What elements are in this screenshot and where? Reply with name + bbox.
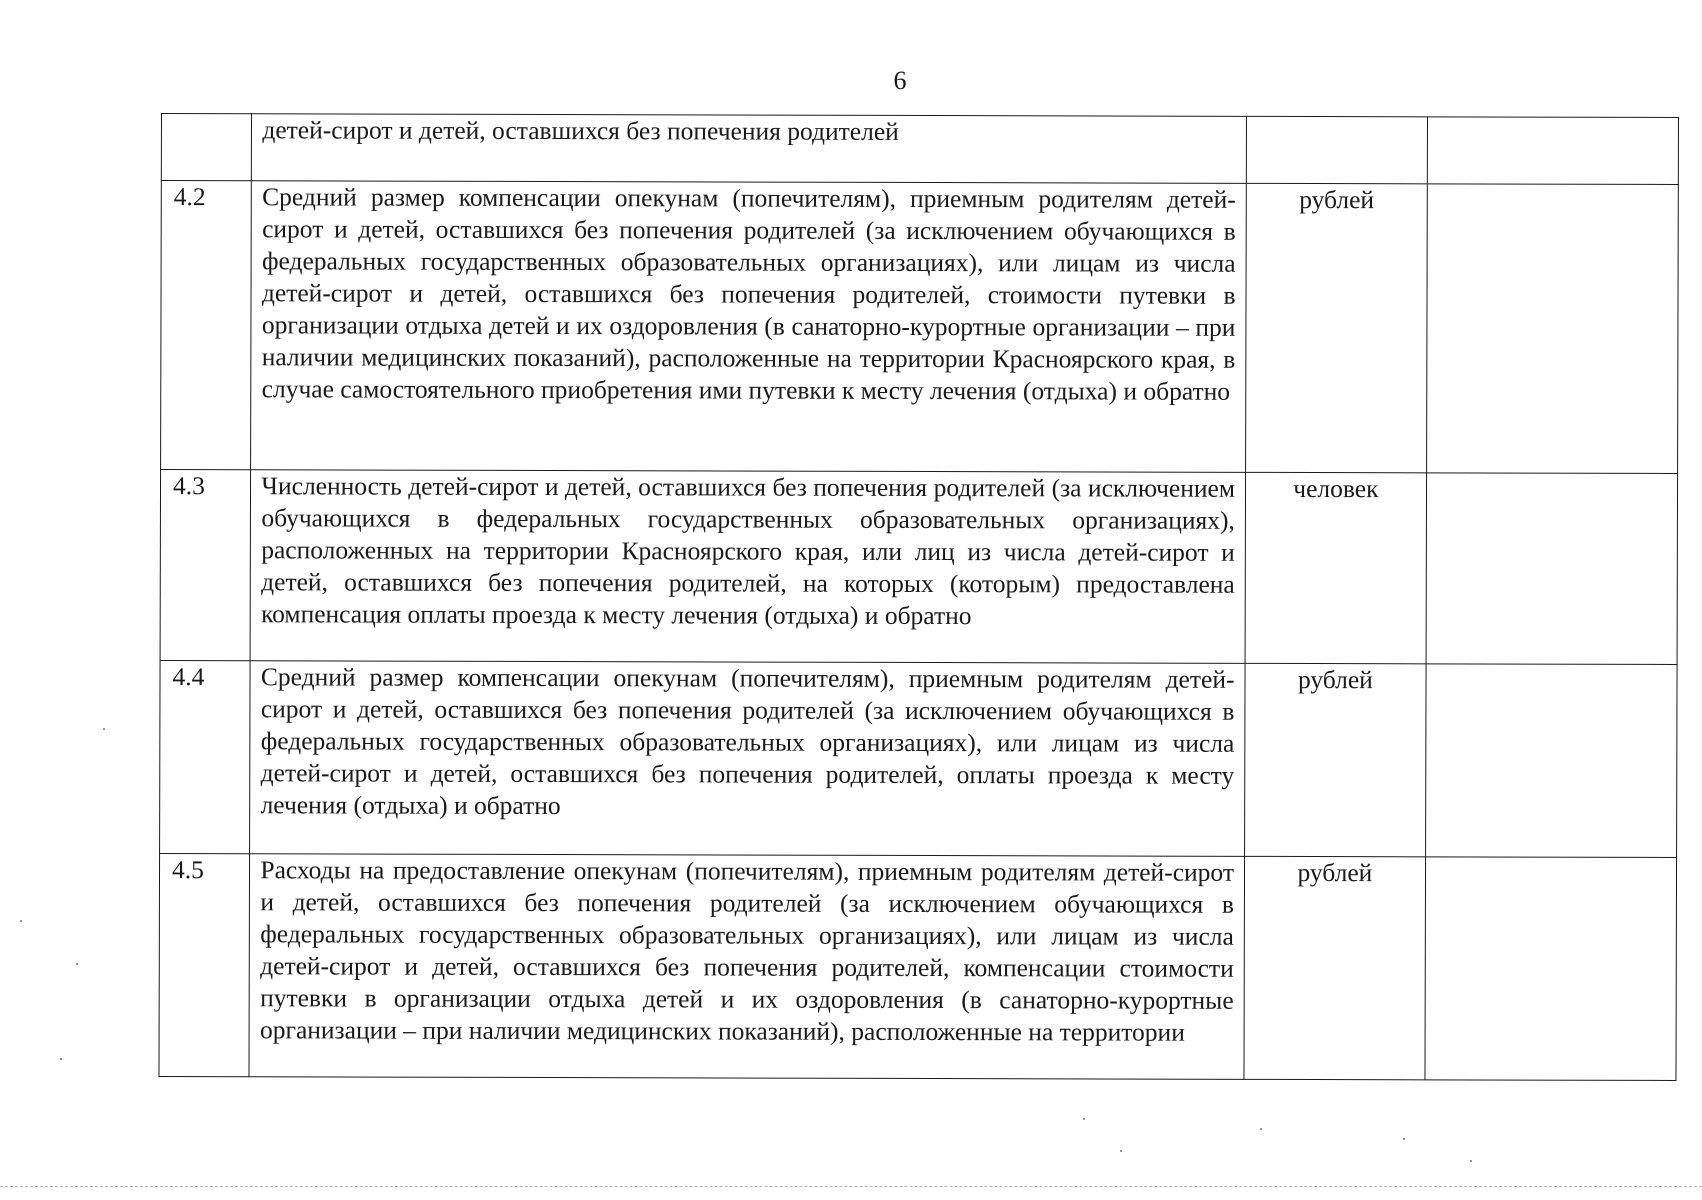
indicators-table [158, 113, 1679, 1081]
table-row [161, 114, 1678, 185]
scan-speck [76, 963, 78, 965]
row-value [1425, 857, 1677, 1081]
row-number: 4.4 [160, 660, 251, 853]
scan-speck [1260, 1128, 1262, 1130]
page-number: 6 [893, 66, 907, 95]
scan-speck [20, 920, 22, 922]
row-description: детей-сирот и детей, оставшихся без попечения родителей [252, 114, 1247, 184]
scan-speck [1120, 1150, 1122, 1152]
scan-speck [1083, 1118, 1085, 1120]
row-unit: человек [1245, 472, 1426, 663]
row-unit: рублей [1245, 663, 1426, 856]
table-row [160, 660, 1678, 857]
table-row [161, 181, 1679, 474]
scan-speck [1403, 1138, 1405, 1140]
row-description: Численность детей-сирот и детей, оставшихся без попечения родителей (за исключением обучающихся в федеральных государственных образовательных организациях), расположенных на территории Красноярского края, или лиц из числа детей-сирот и детей, оставшихся без попечения родителей, на которых (которым) предоставлена компенсация оплаты проезда к месту лечения (отдыха) и обратно [250, 470, 1245, 664]
scan-speck [60, 1058, 62, 1060]
row-value [1427, 117, 1678, 185]
row-number: 4.3 [160, 470, 251, 661]
row-description: Средний размер компенсации опекунам (попечителям), приемным родителям детей-сирот и детей, оставшихся без попечения родителей (за исключением обучающихся в федеральных государственных образовательных организациях), или лицам из числа детей-сирот и детей, оставшихся без попечения родителей, оплаты проезда к месту лечения (отдыха) и обратно [250, 661, 1245, 857]
row-value [1426, 184, 1678, 474]
row-number: 4.5 [159, 853, 250, 1076]
scan-speck [1470, 1160, 1472, 1162]
scan-artifact-line [0, 1186, 1702, 1187]
table-row [159, 853, 1677, 1080]
row-unit [1246, 116, 1427, 183]
row-description: Расходы на предоставление опекунам (попечителям), приемным родителям детей-сирот и детей, оставшихся без попечения родителей (за исключением обучающихся в федеральных государственных образовательных организациях), или лицам из числа детей-сирот и детей, оставшихся без попечения родителей, компенсации стоимости путевки в организации отдыха детей и их оздоровления (в санаторно-курортные организации – при наличии медицинских показаний), расположенные на территории [259, 855, 1235, 1047]
row-number [161, 114, 252, 181]
row-description: Средний размер компенсации опекунам (попечителям), приемным родителям детей-сирот и детей, оставшихся без попечения родителей (за исключением обучающихся в федеральных государственных образовательных организациях), или лицам из числа детей-сирот и детей, оставшихся без попечения родителей, стоимости путевки в организации отдыха детей и их оздоровления (в санаторно-курортные организации – при наличии медицинских показаний), расположенные на территории Красноярского края, в случае самостоятельного приобретения ими путевки к месту лечения (отдыха) и обратно [251, 181, 1246, 473]
row-description-cell [249, 854, 1244, 1080]
row-unit: рублей [1244, 856, 1425, 1079]
scan-speck [103, 728, 105, 730]
row-unit: рублей [1246, 183, 1428, 472]
row-number: 4.2 [161, 181, 252, 470]
table-row [160, 470, 1677, 665]
row-value [1425, 664, 1677, 858]
row-value [1426, 473, 1678, 665]
